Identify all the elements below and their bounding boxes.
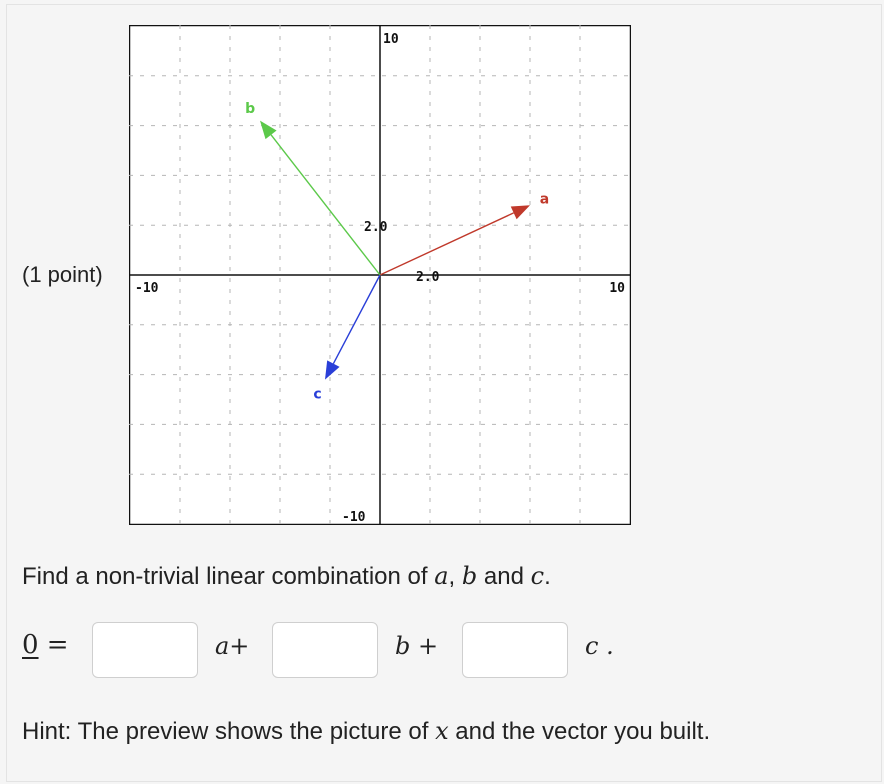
question-var-b: b [461, 562, 478, 590]
question-and: and [477, 563, 531, 590]
hint-suffix: and the vector you built. [448, 718, 711, 745]
zero-vector: 0 [22, 630, 39, 660]
hint-text [22, 716, 710, 747]
question-var-c: c [530, 562, 545, 590]
hint-var-x: x [435, 717, 449, 745]
question-end: . [544, 563, 551, 590]
vector-b-label: b [245, 100, 256, 117]
x-axis-min-label: -10 [135, 281, 159, 296]
question-text [22, 561, 551, 592]
term-b: b + [395, 632, 439, 660]
equation-lhs [22, 630, 69, 660]
x-tick-label: 2.0 [416, 270, 440, 285]
point-label: (1 point) [22, 262, 103, 287]
coefficient-a-input[interactable] [92, 622, 198, 678]
linear-combination-equation [22, 622, 722, 678]
x-axis-max-label: 10 [609, 281, 625, 296]
hint-prefix: Hint: The preview shows the picture of [22, 718, 436, 745]
y-axis-min-label: -10 [342, 510, 366, 525]
coefficient-c-input[interactable] [462, 622, 568, 678]
coefficient-b-input[interactable] [272, 622, 378, 678]
term-c: c . [585, 632, 614, 660]
y-tick-label: 2.0 [364, 220, 388, 236]
y-axis-max-label: 10 [383, 32, 399, 47]
vector-graph-svg [129, 25, 631, 525]
vector-graph [129, 25, 631, 525]
term-a: a+ [215, 632, 250, 660]
vector-c-label: c [313, 386, 322, 403]
question-prefix: Find a non-trivial linear combination of [22, 563, 435, 590]
vector-a-label: a [539, 191, 550, 208]
question-var-a: a [434, 562, 449, 590]
question-sep: , [448, 563, 462, 590]
equals-sign: = [38, 630, 69, 660]
